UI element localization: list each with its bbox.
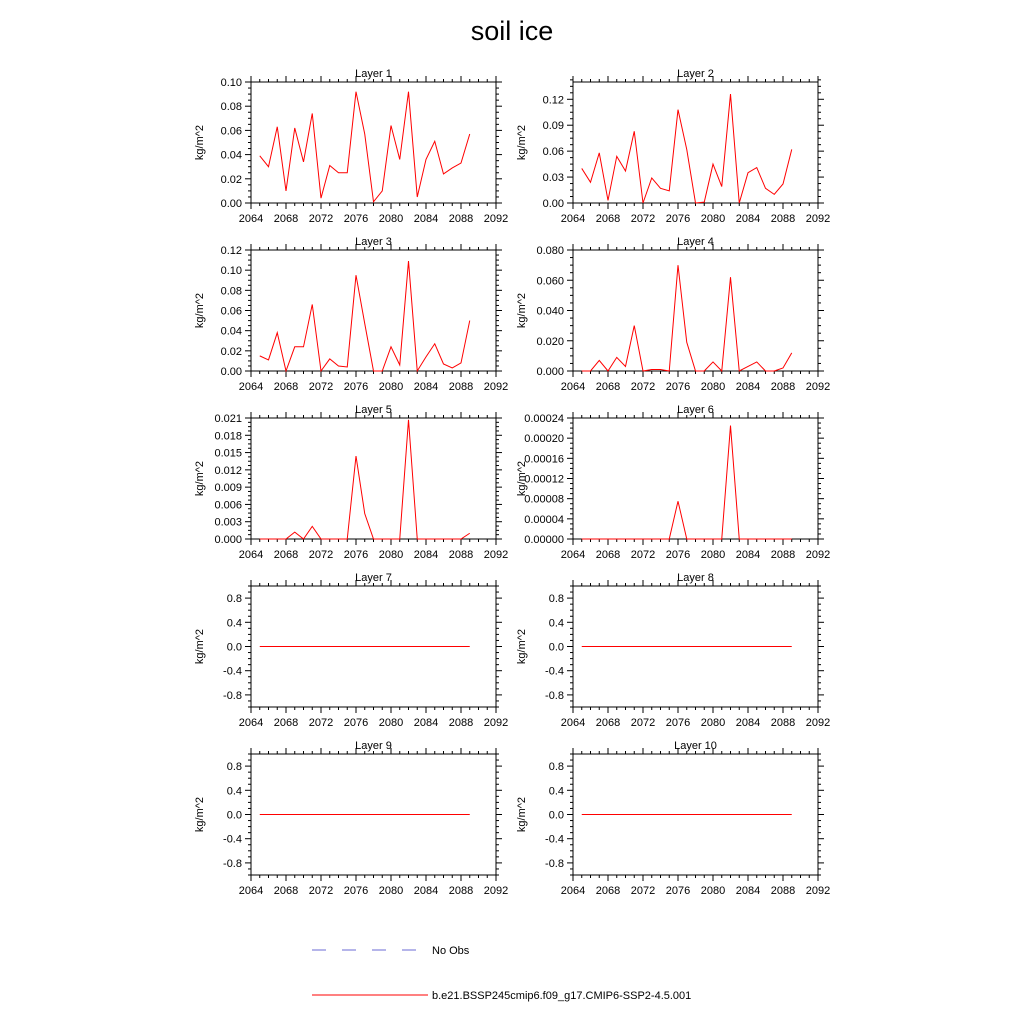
x-tick-label: 2088 (448, 717, 474, 729)
x-tick-label: 2068 (273, 213, 299, 225)
x-tick-label: 2092 (483, 213, 509, 225)
y-tick-label: 0.8 (548, 593, 564, 606)
y-tick-label: 0.020 (536, 335, 564, 348)
panels (194, 68, 830, 897)
x-tick-label: 2068 (595, 381, 621, 393)
x-tick-label: 2080 (700, 381, 726, 393)
y-tick-label: 0.0 (226, 809, 242, 822)
x-tick-label: 2080 (378, 213, 404, 225)
x-tick-label: 2064 (560, 213, 586, 225)
y-tick-label: -0.8 (223, 689, 242, 702)
y-tick-label: 0.08 (220, 101, 242, 114)
y-tick-label: 0.080 (536, 245, 564, 257)
x-tick-label: 2084 (413, 885, 439, 897)
y-tick-label: 0.4 (226, 785, 242, 798)
x-tick-label: 2092 (805, 381, 831, 393)
x-tick-label: 2076 (665, 381, 691, 393)
x-tick-label: 2092 (805, 549, 831, 561)
x-tick-label: 2072 (308, 381, 334, 393)
y-tick-label: 0.00024 (524, 413, 564, 425)
y-tick-label: 0.00016 (524, 453, 564, 466)
y-axis-label: kg/m^2 (194, 796, 206, 833)
x-tick-label: 2068 (273, 381, 299, 393)
x-tick-label: 2088 (448, 549, 474, 561)
series-line (582, 94, 792, 203)
y-tick-label: 0.018 (214, 430, 242, 443)
y-tick-label: 0.8 (226, 593, 242, 606)
x-tick-label: 2064 (238, 717, 264, 729)
x-tick-label: 2064 (238, 549, 264, 561)
chart-panel-1 (194, 68, 508, 225)
x-tick-label: 2072 (630, 213, 656, 225)
y-axis-label: kg/m^2 (516, 460, 528, 497)
y-tick-label: 0.006 (214, 499, 242, 512)
series-line (582, 426, 792, 539)
x-tick-label: 2072 (630, 381, 656, 393)
plot-frame (251, 82, 496, 203)
y-tick-label: 0.009 (214, 482, 242, 495)
y-axis-label: kg/m^2 (194, 460, 206, 497)
y-tick-label: 0.4 (548, 617, 564, 630)
y-tick-label: 0.8 (226, 761, 242, 774)
x-tick-label: 2088 (448, 885, 474, 897)
x-tick-label: 2068 (595, 885, 621, 897)
x-tick-label: 2072 (308, 213, 334, 225)
x-tick-label: 2092 (805, 717, 831, 729)
y-tick-label: 0.8 (548, 761, 564, 774)
x-tick-label: 2076 (665, 717, 691, 729)
legend-model-label: b.e21.BSSP245cmip6.f09_g17.CMIP6-SSP2-4.5.001 (432, 990, 692, 1002)
panel-title: Layer 1 (355, 68, 392, 80)
x-tick-label: 2076 (665, 213, 691, 225)
y-tick-label: 0.10 (220, 77, 242, 89)
y-tick-label: -0.8 (223, 857, 242, 870)
y-tick-label: 0.00004 (524, 513, 564, 526)
plot-frame (251, 250, 496, 371)
x-tick-label: 2080 (378, 717, 404, 729)
chart-panel-6 (516, 404, 830, 561)
plot-frame (251, 418, 496, 539)
x-tick-label: 2076 (665, 885, 691, 897)
y-tick-label: 0.04 (220, 149, 242, 162)
y-tick-label: -0.8 (545, 689, 564, 702)
panel-title: Layer 5 (355, 404, 392, 416)
x-tick-label: 2088 (770, 885, 796, 897)
y-axis-label: kg/m^2 (516, 796, 528, 833)
series-line (260, 92, 470, 202)
x-tick-label: 2076 (343, 717, 369, 729)
x-tick-label: 2084 (735, 213, 761, 225)
y-tick-label: 0.03 (542, 172, 564, 185)
y-tick-label: -0.8 (545, 857, 564, 870)
y-tick-label: 0.0 (226, 641, 242, 654)
plot-frame (573, 250, 818, 371)
legend-obs-label: No Obs (432, 945, 470, 957)
y-tick-label: 0.00000 (524, 534, 564, 546)
x-tick-label: 2084 (413, 717, 439, 729)
panel-title: Layer 6 (677, 404, 714, 416)
y-tick-label: 0.10 (220, 265, 242, 278)
y-tick-label: 0.00 (220, 366, 242, 378)
y-tick-label: 0.0 (548, 641, 564, 654)
x-tick-label: 2080 (378, 549, 404, 561)
x-tick-label: 2072 (308, 885, 334, 897)
chart-panel-7 (194, 572, 508, 729)
figure-title: soil ice (470, 16, 554, 46)
panel-title: Layer 4 (677, 236, 714, 248)
x-tick-label: 2080 (700, 549, 726, 561)
y-tick-label: 0.00 (542, 198, 564, 210)
y-tick-label: -0.4 (223, 833, 242, 846)
y-axis-label: kg/m^2 (194, 124, 206, 161)
x-tick-label: 2092 (483, 717, 509, 729)
y-tick-label: 0.015 (214, 447, 242, 460)
x-tick-label: 2064 (560, 549, 586, 561)
y-tick-label: 0.04 (220, 325, 242, 338)
x-tick-label: 2064 (238, 213, 264, 225)
chart-panel-10 (516, 740, 830, 897)
x-tick-label: 2076 (343, 885, 369, 897)
y-tick-label: 0.02 (220, 345, 242, 358)
y-tick-label: 0.02 (220, 173, 242, 186)
x-tick-label: 2084 (735, 717, 761, 729)
x-tick-label: 2064 (560, 717, 586, 729)
x-tick-label: 2068 (595, 717, 621, 729)
y-tick-label: -0.4 (223, 665, 242, 678)
y-tick-label: -0.4 (545, 665, 564, 678)
x-tick-label: 2076 (343, 213, 369, 225)
y-tick-label: 0.060 (536, 275, 564, 288)
panel-title: Layer 8 (677, 572, 714, 584)
series-line (260, 420, 470, 539)
legend (312, 945, 691, 1002)
panel-title: Layer 3 (355, 236, 392, 248)
x-tick-label: 2092 (483, 549, 509, 561)
x-tick-label: 2084 (413, 213, 439, 225)
y-tick-label: 0.00020 (524, 433, 564, 446)
y-tick-label: 0.003 (214, 516, 242, 529)
x-tick-label: 2068 (595, 213, 621, 225)
y-tick-label: 0.000 (214, 534, 242, 546)
y-tick-label: 0.06 (542, 146, 564, 159)
x-tick-label: 2064 (560, 381, 586, 393)
y-axis-label: kg/m^2 (516, 292, 528, 329)
x-tick-label: 2084 (413, 381, 439, 393)
y-tick-label: 0.00008 (524, 493, 564, 506)
y-tick-label: 0.040 (536, 305, 564, 318)
plot-frame (573, 418, 818, 539)
chart-panel-3 (194, 236, 508, 393)
series-line (260, 261, 470, 371)
x-tick-label: 2072 (630, 885, 656, 897)
x-tick-label: 2080 (700, 717, 726, 729)
x-tick-label: 2088 (770, 213, 796, 225)
y-tick-label: 0.12 (220, 245, 242, 257)
series-line (582, 265, 792, 371)
x-tick-label: 2068 (273, 549, 299, 561)
y-tick-label: 0.4 (226, 617, 242, 630)
chart-panel-4 (516, 236, 830, 393)
chart-panel-5 (194, 404, 508, 561)
y-tick-label: 0.08 (220, 285, 242, 298)
y-axis-label: kg/m^2 (516, 628, 528, 665)
y-tick-label: 0.12 (542, 94, 564, 107)
y-tick-label: 0.06 (220, 125, 242, 138)
x-tick-label: 2072 (630, 717, 656, 729)
y-tick-label: 0.06 (220, 305, 242, 318)
x-tick-label: 2084 (413, 549, 439, 561)
plot-frame (573, 82, 818, 203)
y-axis-label: kg/m^2 (516, 124, 528, 161)
y-axis-label: kg/m^2 (194, 628, 206, 665)
chart-panel-2 (516, 68, 830, 225)
x-tick-label: 2072 (308, 717, 334, 729)
y-tick-label: 0.000 (536, 366, 564, 378)
y-axis-label: kg/m^2 (194, 292, 206, 329)
chart-panel-9 (194, 740, 508, 897)
x-tick-label: 2080 (700, 213, 726, 225)
x-tick-label: 2084 (735, 381, 761, 393)
x-tick-label: 2064 (560, 885, 586, 897)
y-tick-label: 0.021 (214, 413, 242, 425)
y-tick-label: 0.0 (548, 809, 564, 822)
x-tick-label: 2064 (238, 885, 264, 897)
x-tick-label: 2068 (595, 549, 621, 561)
y-tick-label: 0.00012 (524, 473, 564, 486)
panel-title: Layer 9 (355, 740, 392, 752)
panel-title: Layer 10 (674, 740, 717, 752)
y-tick-label: 0.09 (542, 120, 564, 133)
panel-title: Layer 2 (677, 68, 714, 80)
y-tick-label: -0.4 (545, 833, 564, 846)
panel-title: Layer 7 (355, 572, 392, 584)
x-tick-label: 2076 (665, 549, 691, 561)
x-tick-label: 2064 (238, 381, 264, 393)
x-tick-label: 2088 (770, 381, 796, 393)
x-tick-label: 2072 (308, 549, 334, 561)
x-tick-label: 2084 (735, 549, 761, 561)
x-tick-label: 2076 (343, 381, 369, 393)
y-tick-label: 0.00 (220, 198, 242, 210)
x-tick-label: 2092 (483, 381, 509, 393)
x-tick-label: 2092 (805, 213, 831, 225)
x-tick-label: 2088 (770, 717, 796, 729)
x-tick-label: 2076 (343, 549, 369, 561)
chart-panel-8 (516, 572, 830, 729)
y-tick-label: 0.4 (548, 785, 564, 798)
x-tick-label: 2092 (805, 885, 831, 897)
x-tick-label: 2068 (273, 885, 299, 897)
x-tick-label: 2088 (770, 549, 796, 561)
x-tick-label: 2080 (700, 885, 726, 897)
y-tick-label: 0.012 (214, 464, 242, 477)
x-tick-label: 2092 (483, 885, 509, 897)
x-tick-label: 2088 (448, 213, 474, 225)
x-tick-label: 2084 (735, 885, 761, 897)
x-tick-label: 2080 (378, 381, 404, 393)
x-tick-label: 2068 (273, 717, 299, 729)
x-tick-label: 2088 (448, 381, 474, 393)
x-tick-label: 2080 (378, 885, 404, 897)
x-tick-label: 2072 (630, 549, 656, 561)
